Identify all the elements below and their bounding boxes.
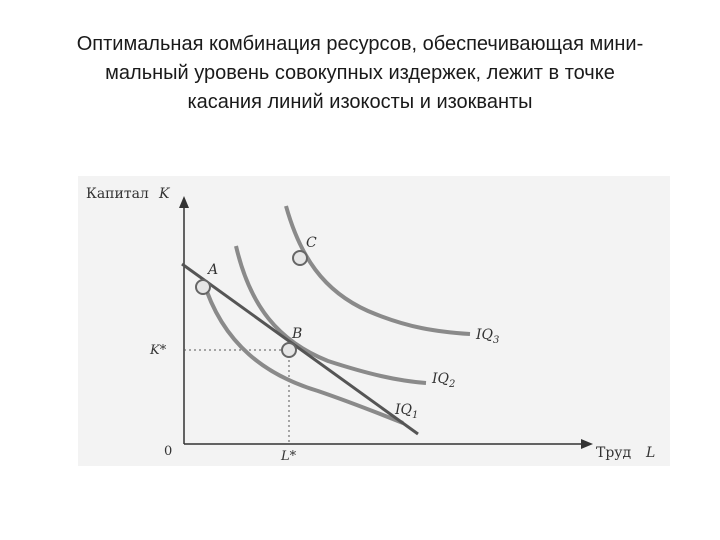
point-b-marker [282, 343, 296, 357]
iq2-label: $IQ_2$ [432, 371, 456, 390]
l-star-label: L* [281, 449, 297, 464]
slide-title [40, 30, 680, 117]
point-a-marker [196, 280, 210, 294]
x-axis-word: Труд [596, 445, 632, 461]
isoquant-iq3 [286, 206, 470, 334]
iq1-label: $IQ_1$ [395, 402, 419, 421]
isoquant-isocost-diagram [78, 176, 670, 466]
title-line-2: мальный уровень совокупных издержек, лежит в точке [105, 62, 615, 84]
title-line-3: касания линий изокосты и изокванты [187, 91, 533, 113]
y-axis-word: Капитал [86, 186, 149, 202]
point-b-label: B [292, 326, 303, 342]
diagram-svg [78, 176, 670, 466]
x-axis-symbol: L [646, 445, 656, 461]
point-c-label: C [306, 235, 317, 251]
k-star-label: K* [150, 343, 167, 358]
y-axis-arrow [179, 196, 189, 208]
isoquant-iq2 [236, 246, 426, 383]
y-axis-symbol: K [159, 186, 170, 202]
x-axis-arrow [581, 439, 593, 449]
origin-label: 0 [164, 444, 173, 459]
isocost-line [182, 264, 418, 434]
point-c-marker [293, 251, 307, 265]
iq3-label: $IQ_3$ [476, 327, 500, 346]
point-a-label: A [208, 262, 219, 278]
title-line-1: Оптимальная комбинация ресурсов, обеспечивающая мини- [76, 33, 644, 55]
